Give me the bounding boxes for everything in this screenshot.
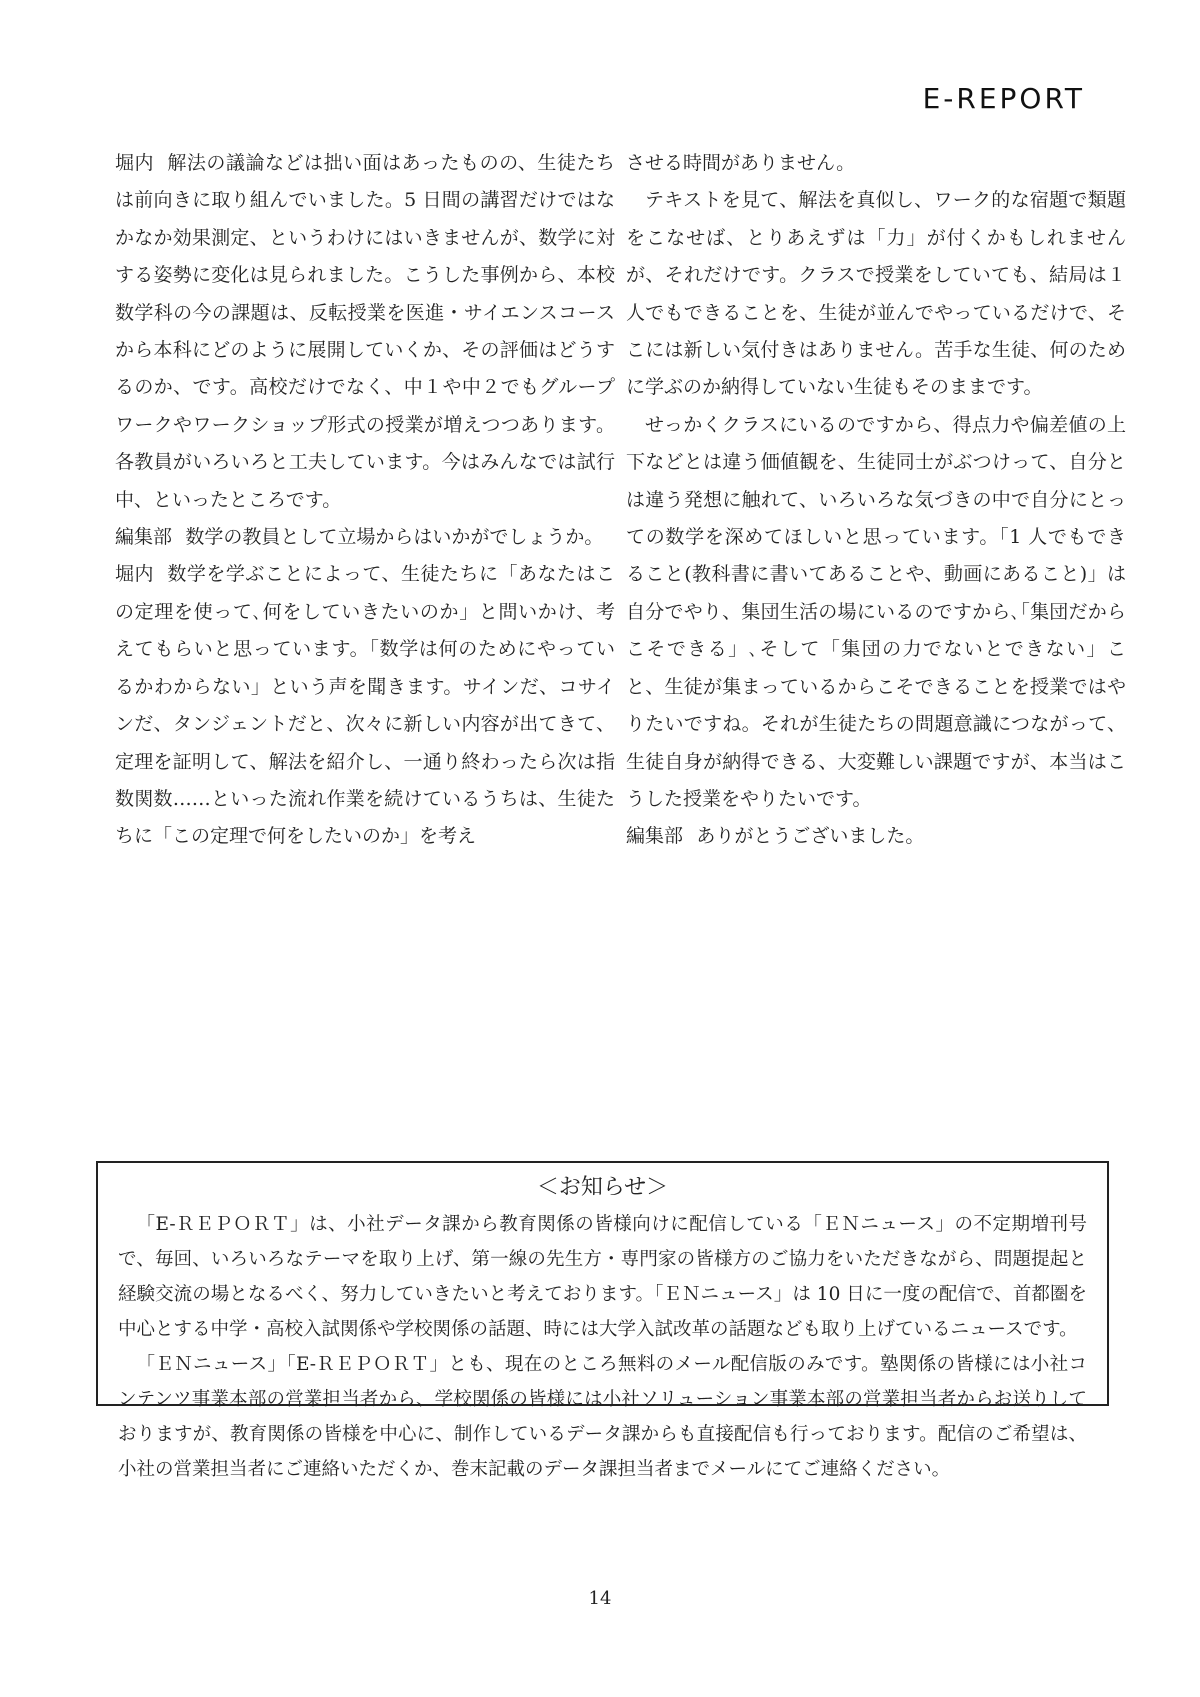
paragraph-text: 数学の教員として立場からはいかがでしょうか。 (185, 526, 604, 549)
paragraph-text: テキストを見て、解法を真似し、ワーク的な宿題で類題をこなせば、とりあえずは「力」が付くかもしれませんが、それだけです。クラスで授業をしていても、結局は１人でもできることを、生徒が並んでやっているだけで、そこには新しい気付きはありません。苦手な生徒、何のために学ぶのか納得していない生徒もそのままです。 (626, 189, 1126, 399)
interview-paragraph (626, 145, 1126, 182)
paragraph-text: ありがとうございました。 (696, 825, 925, 848)
left-column (115, 145, 615, 856)
interview-paragraph (626, 818, 1126, 855)
speaker-name: 堀内 (115, 152, 155, 174)
notice-box (96, 1161, 1109, 1480)
speaker-name: 編集部 (626, 825, 684, 848)
page-number: 14 (588, 1588, 612, 1609)
notice-paragraph: 「ＥＮニュース」「E-ＲＥＰＯＲＴ」とも、現在のところ無料のメール配信版のみです。塾関係の皆様には小社コンテンツ事業本部の営業担当者から、学校関係の皆様には小社ソリューション事業本部の営業担当者からお送りしておりますが、教育関係の皆様を中心に、制作しているデータ課からも直接配信も行っております。配信のご希望は、小社の営業担当者にご連絡いただくか、巻末記載のデータ課担当者までメールにてご連絡ください。 (118, 1354, 1087, 1480)
speaker-name: 堀内 (115, 563, 155, 586)
notice-title: ＜お知らせ＞ (536, 1175, 669, 1200)
interview-paragraph (115, 556, 615, 855)
interview-paragraph (626, 182, 1126, 406)
paragraph-text: せっかくクラスにいるのですから、得点力や偏差値の上下などとは違う価値観を、生徒同士がぶつけって、自分とは違う発想に触れて、いろいろな気づきの中で自分にとっての数学を深めてほしいと思っています。｢1 人でもできること(教科書に書いてあることや、動画にあること)」は自分でやり、集団生活の場にいるのですから､｢集団だからこそできる」､そして「集団の力でないとできない」こと、生徒が集まっているからこそできることを授業ではやりたいですね。それが生徒たちの問題意識につながって、生徒自身が納得できる、大変難しい課題ですが、本当はこうした授業をやりたいです。 (626, 413, 1126, 810)
interview-paragraph (626, 407, 1126, 818)
paragraph-text: 解法の議論などは拙い面はあったものの、生徒たちは前向きに取り組んでいました。5 日間の講習だけではなかなか効果測定、というわけにはいきませんが、数学に対する姿勢に変化は見られました。こうした事例から、本校数学科の今の課題は、反転授業を医進・サイエンスコースから本科にどのように展開していくか、その評価はどうするのか、です。高校だけでなく、中１や中２でもグループワークやワークショップ形式の授業が増えつつあります。各教員がいろいろと工夫しています。今はみんなでは試行中、といったところです。 (115, 152, 615, 511)
paragraph-text: 数学を学ぶことによって、生徒たちに「あなたはこの定理を使って､何をしていきたいのか」と問いかけ、考えてもらいと思っています。｢数学は何のためにやっているかわからない」という声を聞きます。サインだ、コサインだ、タンジェントだと、次々に新しい内容が出てきて、定理を証明して、解法を紹介し、一通り終わったら次は指数関数……といった流れ作業を続けているうちは、生徒たちに「この定理で何をしたいのか」を考え (115, 563, 615, 848)
paragraph-text: させる時間がありません。 (626, 152, 856, 174)
speaker-name: 編集部 (115, 526, 173, 549)
right-column (626, 145, 1126, 856)
interview-paragraph (115, 519, 615, 556)
interview-paragraph (115, 145, 615, 519)
report-title: E-REPORT (922, 82, 1085, 115)
notice-paragraph: 「E-ＲＥＰＯＲＴ」は、小社データ課から教育関係の皆様向けに配信している「ＥＮニュース」の不定期増刊号で、毎回、いろいろなテーマを取り上げ、第一線の先生方・専門家の皆様方のご協力をいただきながら、問題提起と経験交流の場となるべく、努力していきたいと考えております。「ＥＮニュース」は 10 日に一度の配信で、首都圏を中心とする中学・高校入試関係や学校関係の話題、時には大学入試改革の話題なども取り上げているニュースです。 (118, 1214, 1087, 1340)
